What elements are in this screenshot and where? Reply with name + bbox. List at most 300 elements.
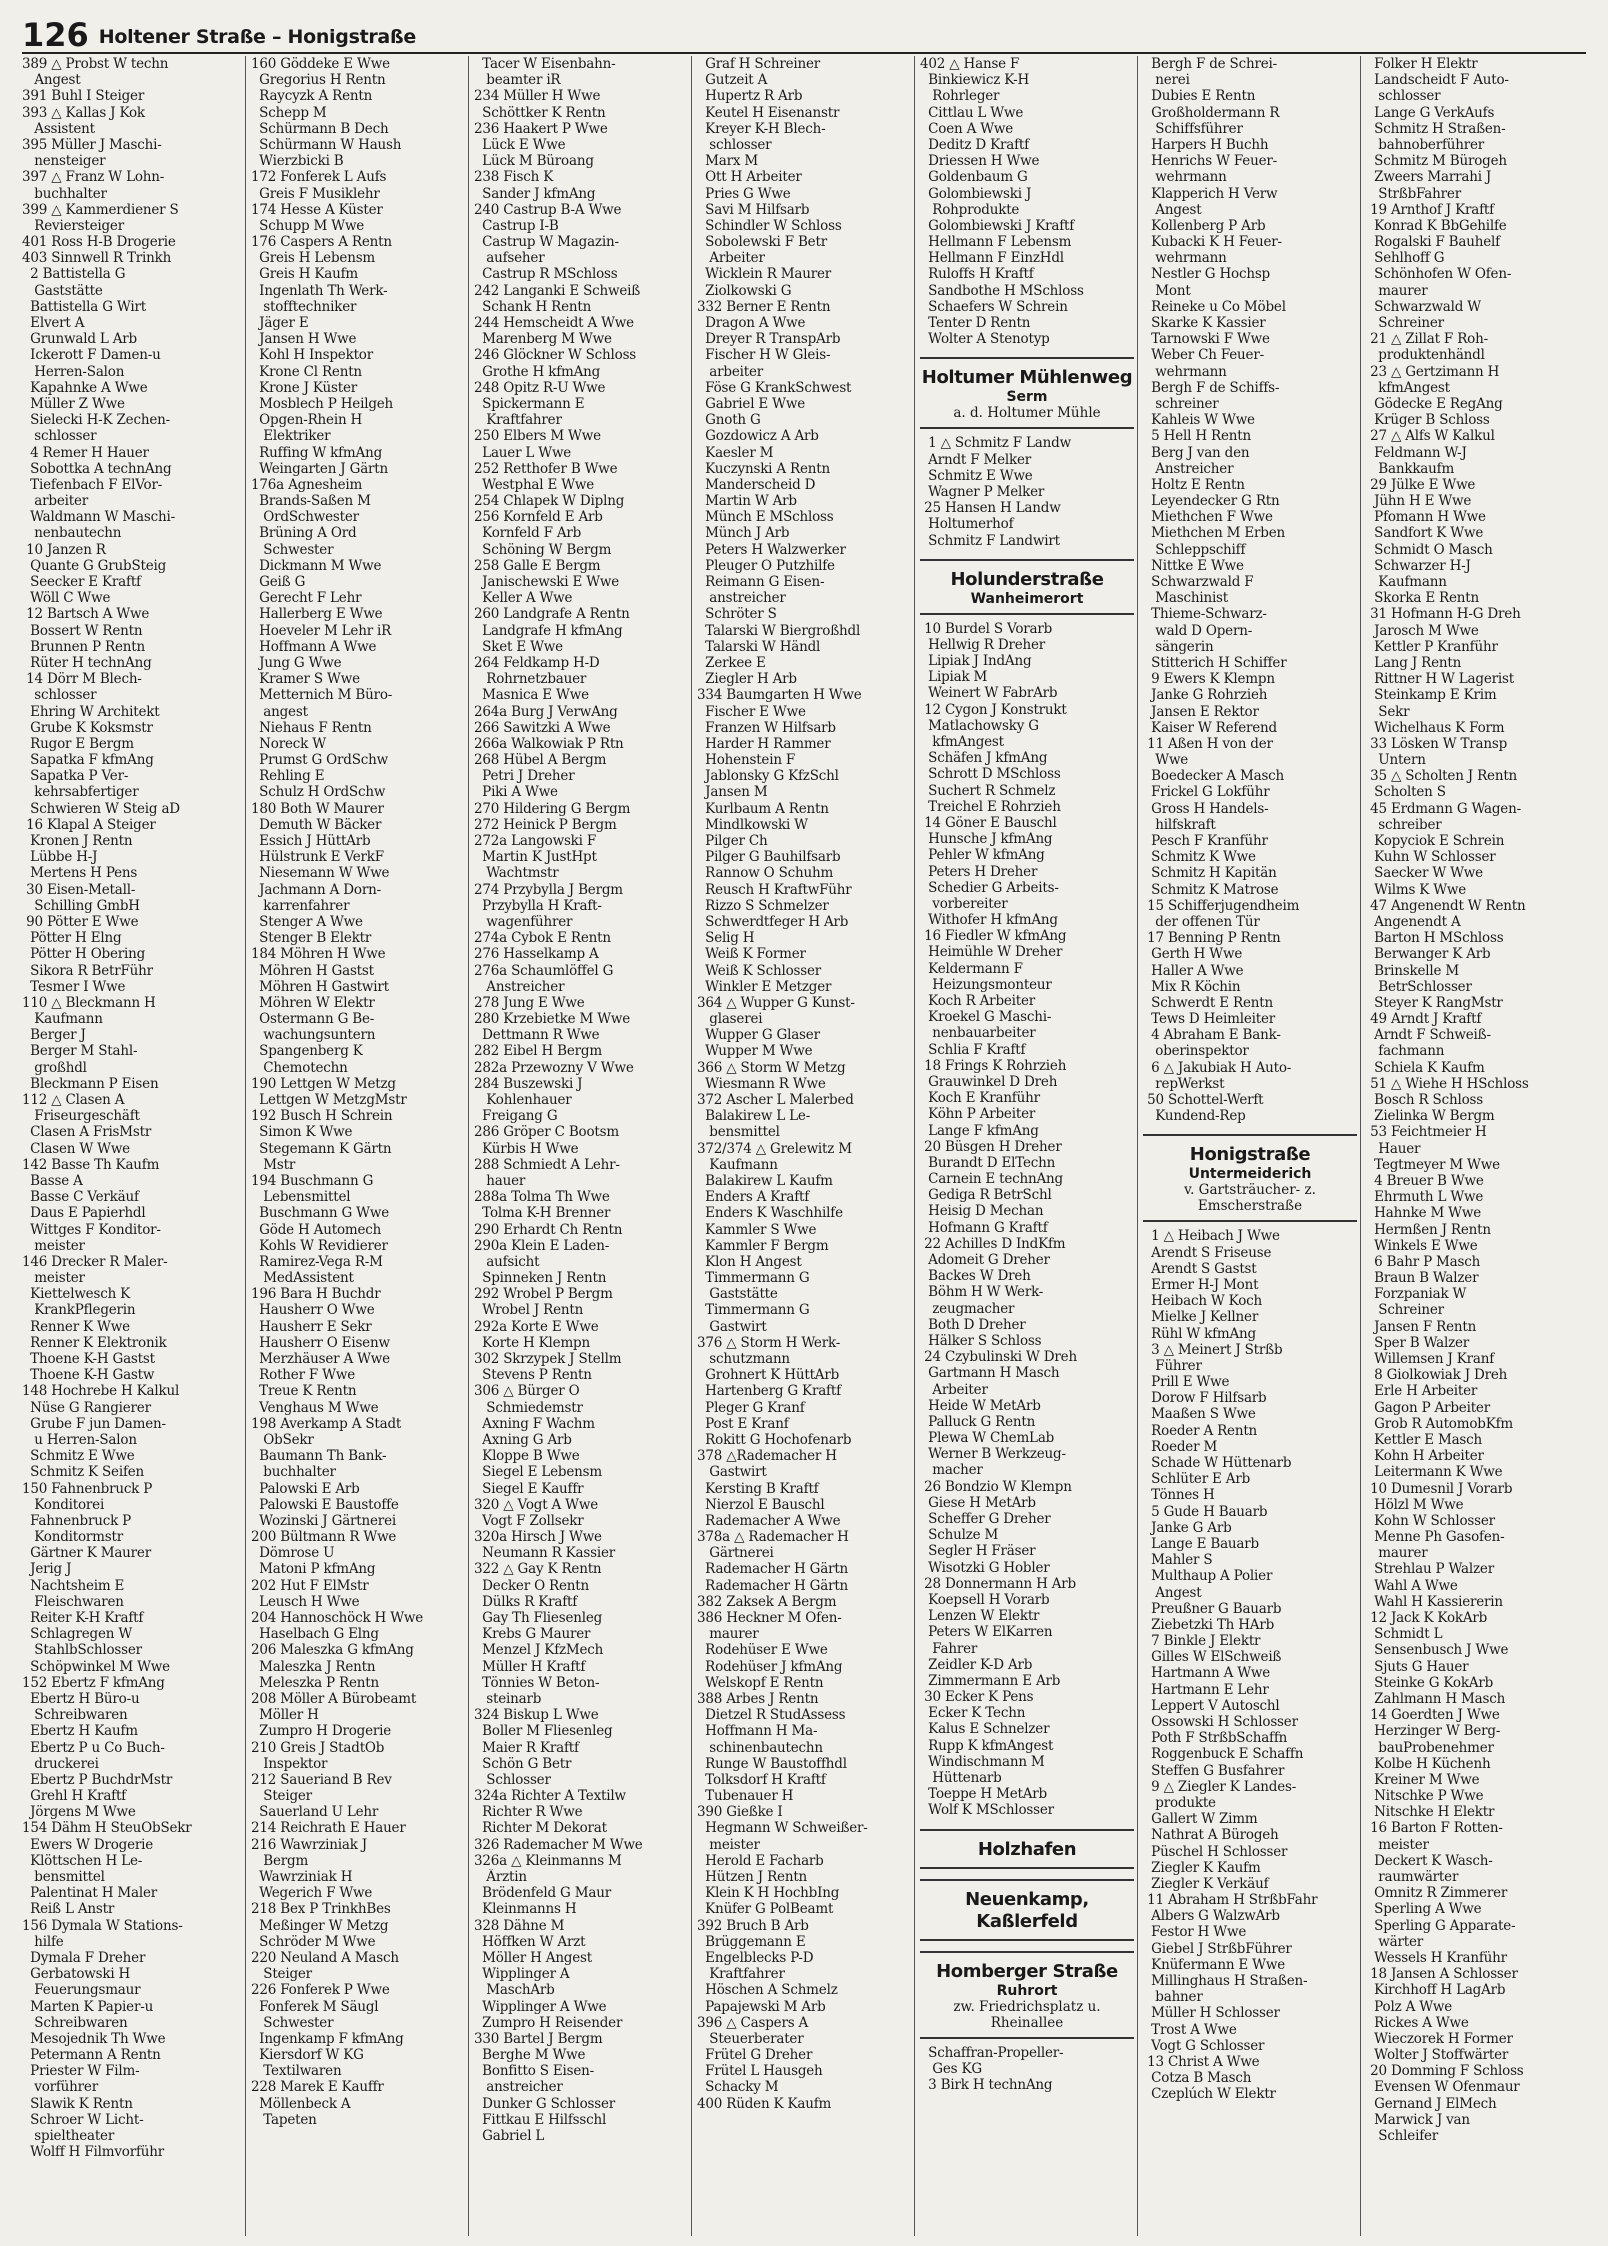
directory-entry: Opgen-Rhein H xyxy=(251,412,363,429)
directory-entry: aufsicht xyxy=(474,1253,540,1270)
directory-entry: Lauer L Wwe xyxy=(474,444,572,461)
directory-entry: 391 Buhl I Steiger xyxy=(22,88,145,105)
column-6 xyxy=(1137,56,1360,2236)
directory-entry: Schlagregen W xyxy=(22,1626,133,1643)
street-heading xyxy=(920,357,1134,429)
directory-entry: Post E Kranf xyxy=(697,1415,789,1432)
directory-entry: Franzen W Hilfsarb xyxy=(697,719,836,736)
directory-entry: nensteiger xyxy=(22,153,106,170)
directory-entry: Stevens P Rentn xyxy=(474,1367,592,1384)
directory-entry: Keller A Wwe xyxy=(474,590,573,607)
directory-entry: 266a Walkowiak P Rtn xyxy=(474,735,624,752)
entry-list xyxy=(22,56,242,2160)
directory-entry: Hüttenarb xyxy=(920,1770,1002,1786)
directory-entry: Sobottka A technAng xyxy=(22,460,172,477)
directory-entry: Erle H Arbeiter xyxy=(1366,1383,1478,1400)
directory-entry: Basse C Verkäuf xyxy=(22,1189,139,1206)
directory-entry: 53 Feichtmeier H xyxy=(1366,1124,1487,1141)
directory-entry: Böhm H W Werk- xyxy=(920,1284,1044,1301)
directory-entry: 9 Ewers K Klempn xyxy=(1143,671,1275,688)
directory-entry: Arndt F Schweiß- xyxy=(1366,1027,1491,1044)
directory-entry: Essich J HüttArb xyxy=(251,833,371,849)
directory-entry: angest xyxy=(251,703,308,720)
directory-entry: 10 Dumesnil J Vorarb xyxy=(1366,1480,1513,1497)
directory-entry: druckerei xyxy=(22,1755,99,1772)
directory-entry: Kolbe H Küchenh xyxy=(1366,1755,1491,1772)
directory-entry: 50 Schottel-Werft xyxy=(1143,1092,1264,1108)
directory-entry: Holtumerhof xyxy=(920,516,1014,533)
directory-entry: Axning G Arb xyxy=(474,1431,572,1448)
directory-entry: Sandfort K Wwe xyxy=(1366,525,1484,542)
directory-entry: Rupp K kfmAngest xyxy=(920,1737,1054,1754)
directory-entry: Schürmann W Haush xyxy=(251,136,402,153)
directory-entry: Koepsell H Vorarb xyxy=(920,1591,1050,1608)
directory-entry: Dietzel R StudAssess xyxy=(697,1707,846,1724)
directory-entry: Nittke E Wwe xyxy=(1143,557,1244,574)
directory-entry: 403 Sinnwell R Trinkh xyxy=(22,250,172,267)
directory-entry: Schmitz M Bürogeh xyxy=(1366,153,1507,170)
directory-entry: Hupertz R Arb xyxy=(697,88,803,105)
directory-entry: Henrichs W Feuer- xyxy=(1143,153,1277,170)
directory-entry: Lipiak J IndAng xyxy=(920,653,1032,670)
directory-entry: Wupper G Glaser xyxy=(697,1027,820,1044)
directory-entry: Wolter A Stenotyp xyxy=(920,331,1050,348)
directory-entry: Palowski E Baustoffe xyxy=(251,1496,399,1513)
street-section: v. Gartsträucher- z. Emscherstraße xyxy=(1184,1182,1316,1215)
directory-entry: Kammler S Wwe xyxy=(697,1221,817,1238)
directory-entry: 390 Gießke I xyxy=(697,1804,783,1821)
directory-entry: Krone Cl Rentn xyxy=(251,363,362,380)
directory-entry: Bergm xyxy=(251,1852,309,1869)
directory-entry: Kohl H Inspektor xyxy=(251,347,373,364)
directory-entry: Ott H Arbeiter xyxy=(697,169,802,186)
directory-entry: 35 △ Scholten J Rentn xyxy=(1366,768,1518,785)
directory-entry: Marten K Papier-u xyxy=(22,1998,154,2015)
directory-entry: 10 Burdel S Vorarb xyxy=(920,620,1053,637)
directory-entry: Evensen W Ofenmaur xyxy=(1366,2079,1520,2096)
directory-entry: Wegerich F Wwe xyxy=(251,1885,373,1902)
directory-entry: maurer xyxy=(1366,1545,1428,1562)
directory-entry: Dreyer R TranspArb xyxy=(697,331,841,348)
directory-entry: Wupper M Wwe xyxy=(697,1043,813,1060)
directory-entry: Pehler W kfmAng xyxy=(920,847,1045,864)
directory-entry: Schwester xyxy=(251,541,334,558)
directory-entry: 16 Fiedler W kfmAng xyxy=(920,928,1067,945)
directory-entry: 33 Lösken W Transp xyxy=(1366,735,1508,752)
directory-entry: Wwe xyxy=(1143,752,1189,769)
directory-entry: 27 △ Alfs W Kalkul xyxy=(1366,428,1495,445)
directory-entry: Maschinist xyxy=(1143,590,1229,607)
directory-entry: Hölzl M Wwe xyxy=(1366,1496,1464,1513)
directory-entry: Schaefers W Schrein xyxy=(920,298,1068,315)
district-name: Wanheimerort xyxy=(970,590,1084,607)
directory-entry: Balakirew L Kaufm xyxy=(697,1172,833,1189)
directory-entry: Gaststätte xyxy=(22,282,103,299)
directory-entry: Kettler P Kranführ xyxy=(1366,638,1498,655)
directory-entry: 320a Hirsch J Wwe xyxy=(474,1529,602,1546)
directory-entry: Mindlkowski W xyxy=(697,816,808,833)
entry-list xyxy=(697,56,911,2112)
directory-entry: Weiß K Schlosser xyxy=(697,962,821,979)
directory-entry: 324 Biskup L Wwe xyxy=(474,1707,599,1724)
directory-entry: hauer xyxy=(474,1172,526,1189)
directory-entry: Ärztin xyxy=(474,1869,527,1885)
directory-entry: Gilles W ElSchweiß xyxy=(1143,1649,1282,1666)
directory-entry: Jarosch M Wwe xyxy=(1366,622,1479,639)
directory-entry: Schacky M xyxy=(697,2079,779,2096)
directory-entry: Wawrziniak H xyxy=(251,1869,353,1885)
directory-entry: Großholdermann R xyxy=(1143,104,1280,121)
directory-entry: Kronen J Rentn xyxy=(22,833,133,849)
directory-entry: Möller H Angest xyxy=(474,1949,592,1966)
directory-entry: Willemsen J Kranf xyxy=(1366,1351,1495,1367)
directory-entry: Kraftfahrer xyxy=(474,412,562,429)
directory-entry: Köhn P Arbeiter xyxy=(920,1106,1036,1123)
directory-entry: Jansen H Wwe xyxy=(251,331,357,348)
directory-entry: Rademacher H Gärtn xyxy=(697,1577,849,1594)
directory-entry: Schwester xyxy=(251,2014,334,2031)
directory-entry: Rühl W kfmAng xyxy=(1143,1325,1256,1342)
directory-entry: Nestler G Hochsp xyxy=(1143,266,1270,283)
directory-entry: 30 Ecker K Pens xyxy=(920,1689,1034,1706)
directory-entry: Schank H Rentn xyxy=(474,298,592,315)
directory-entry: Ewers W Drogerie xyxy=(22,1836,154,1853)
directory-entry: 184 Möhren H Wwe xyxy=(251,946,386,963)
directory-entry: Schröter S xyxy=(697,606,777,623)
directory-entry: 10 Janzen R xyxy=(22,541,106,558)
directory-entry: 212 Saueriand B Rev xyxy=(251,1771,392,1788)
directory-entry: Gastwirt xyxy=(697,1464,767,1481)
directory-entry: 13 Christ A Wwe xyxy=(1143,2053,1260,2070)
directory-entry: Gartmann H Masch xyxy=(920,1365,1060,1382)
directory-entry: wachungsuntern xyxy=(251,1027,376,1044)
directory-entry: Kaiser W Referend xyxy=(1143,719,1277,736)
directory-entry: bahnoberführer xyxy=(1366,136,1485,153)
directory-entry: 4 Remer H Hauer xyxy=(22,444,149,461)
directory-entry: Nierzol E Bauschl xyxy=(697,1496,825,1513)
directory-entry: Schlüter E Arb xyxy=(1143,1471,1251,1488)
directory-entry: Burandt D ElTechn xyxy=(920,1154,1056,1171)
directory-entry: Zahlmann H Masch xyxy=(1366,1690,1506,1707)
directory-entry: schutzmann xyxy=(697,1351,790,1367)
directory-entry: Winkler E Metzger xyxy=(697,978,832,995)
directory-entry: Roeder M xyxy=(1143,1438,1218,1455)
directory-entry: Hoffmann H Ma- xyxy=(697,1723,818,1740)
directory-entry: Martin K JustHpt xyxy=(474,849,597,866)
directory-entry: KrankPflegerin xyxy=(22,1302,136,1319)
directory-entry: Segler H Fräser xyxy=(920,1543,1036,1560)
directory-entry: Kroekel G Maschi- xyxy=(920,1009,1052,1026)
directory-entry: Wachtmstr xyxy=(474,865,559,882)
directory-entry: Wozinski J Gärtnerei xyxy=(251,1512,396,1529)
street-name: Holunderstraße xyxy=(950,568,1104,590)
directory-entry: wagenführer xyxy=(474,913,573,930)
directory-entry: Ebertz H Kaufm xyxy=(22,1723,138,1740)
directory-entry: Heisig D Mechan xyxy=(920,1203,1044,1220)
directory-entry: 226 Fonferek P Wwe xyxy=(251,1982,390,1999)
directory-entry: Föse G KrankSchwest xyxy=(697,379,852,396)
directory-entry: Cittlau L Wwe xyxy=(920,104,1024,121)
entry-list xyxy=(920,2045,1134,2094)
directory-entry: Basse A xyxy=(22,1172,83,1189)
directory-entry: Miethchen F Wwe xyxy=(1143,509,1273,526)
street-name: Holzhafen xyxy=(977,1838,1077,1860)
directory-entry: nerei xyxy=(1143,72,1190,89)
directory-entry: Vogt F Zollsekr xyxy=(474,1512,584,1529)
directory-entry: Koch E Kranführ xyxy=(920,1090,1040,1107)
directory-entry: Demuth W Bäcker xyxy=(251,816,382,833)
directory-entry: Gnoth G xyxy=(697,412,761,429)
directory-entry: Reiter K-H Kraftf xyxy=(22,1610,144,1626)
directory-entry: Schade W Hüttenarb xyxy=(1143,1455,1292,1471)
directory-entry: 260 Landgrafe A Rentn xyxy=(474,606,630,623)
directory-entry: Grothe H kfmAng xyxy=(474,363,601,380)
directory-entry: Deditz D Kraftf xyxy=(920,136,1029,153)
directory-entry: fachmann xyxy=(1366,1043,1445,1060)
directory-entry: Berg J van den xyxy=(1143,444,1250,461)
directory-entry: Lange G VerkAufs xyxy=(1366,104,1495,121)
directory-entry: arbeiter xyxy=(22,493,88,510)
directory-entry: Palowski E Arb xyxy=(251,1480,360,1497)
directory-entry: Enders K Waschhilfe xyxy=(697,1205,843,1222)
directory-entry: Rohprodukte xyxy=(920,201,1020,218)
directory-entry: Kürbis H Wwe xyxy=(474,1140,579,1157)
directory-entry: Dülks R Kraftf xyxy=(474,1593,578,1610)
directory-entry: Korte H Klempn xyxy=(474,1334,590,1351)
directory-entry: Hofmann G Kraftf xyxy=(920,1219,1048,1236)
directory-entry: Gerbatowski H xyxy=(22,1966,131,1983)
directory-entry: Kohn H Arbeiter xyxy=(1366,1448,1484,1465)
directory-entry: Sauerland U Lehr xyxy=(251,1804,379,1821)
directory-entry: 264a Burg J VerwAng xyxy=(474,703,618,720)
directory-entry: MedAssistent xyxy=(251,1270,354,1287)
directory-entry: Angest xyxy=(1143,1584,1202,1601)
directory-entry: Castrup R MSchloss xyxy=(474,266,618,283)
directory-entry: Tubenauer H xyxy=(697,1788,794,1805)
directory-entry: Zumpro H Reisender xyxy=(474,2014,623,2031)
directory-entry: Renner K Wwe xyxy=(22,1318,130,1335)
directory-entry: Wolf K MSchlosser xyxy=(920,1802,1054,1819)
directory-entry: Kettler E Masch xyxy=(1366,1431,1482,1448)
directory-entry: 49 Arndt J Kraftf xyxy=(1366,1011,1482,1028)
directory-entry: Richter M Dekorat xyxy=(474,1820,607,1837)
directory-entry: Schmitz K Matrose xyxy=(1143,881,1279,898)
directory-entry: 206 Maleszka G kfmAng xyxy=(251,1642,414,1659)
page-number: 126 xyxy=(22,16,89,54)
directory-entry: Manderscheid D xyxy=(697,476,816,493)
directory-entry: Berwanger K Arb xyxy=(1366,946,1491,963)
directory-entry: Tolksdorf H Kraftf xyxy=(697,1771,826,1788)
directory-entry: Kurlbaum A Rentn xyxy=(697,800,829,817)
directory-entry: Wicklein R Maurer xyxy=(697,266,832,283)
directory-entry: wehrmann xyxy=(1143,363,1227,380)
directory-entry: 320 △ Vogt A Wwe xyxy=(474,1496,598,1513)
directory-entry: Brinskelle M xyxy=(1366,962,1460,979)
directory-entry: Backes W Dreh xyxy=(920,1268,1031,1285)
directory-entry: Schiela K Kaufm xyxy=(1366,1059,1485,1076)
directory-entry: Gärtnerei xyxy=(697,1545,774,1562)
directory-entry: 324a Richter A Textilw xyxy=(474,1788,626,1805)
directory-entry: Schmidt O Masch xyxy=(1366,541,1493,558)
directory-entry: OrdSchwester xyxy=(251,509,359,526)
directory-entry: Schaffran-Propeller- xyxy=(920,2044,1064,2061)
directory-entry: Heide W MetArb xyxy=(920,1397,1041,1414)
directory-entry: Noreck W xyxy=(251,735,326,752)
directory-entry: Masnica E Wwe xyxy=(474,687,589,704)
directory-entry: Schindler W Schloss xyxy=(697,217,842,234)
directory-entry: wärter xyxy=(1366,1933,1423,1950)
directory-entry: Berger J xyxy=(22,1027,86,1044)
directory-entry: StahlbSchlosser xyxy=(22,1642,142,1659)
directory-entry: 180 Both W Maurer xyxy=(251,800,384,817)
directory-entry: 172 Fonferek L Aufs xyxy=(251,169,387,186)
directory-entry: Stitterich H Schiffer xyxy=(1143,654,1287,671)
directory-entry: Greis H Lebensm xyxy=(251,250,376,267)
directory-entry: Dunker G Schlosser xyxy=(474,2095,616,2112)
directory-entry: Kloppe B Wwe xyxy=(474,1448,580,1465)
directory-entry: 14 Goerdten J Wwe xyxy=(1366,1707,1500,1724)
directory-entry: Goldenbaum G xyxy=(920,169,1028,186)
directory-entry: Ossowski H Schlosser xyxy=(1143,1714,1298,1730)
directory-entry: BetrSchlosser xyxy=(1366,978,1472,995)
directory-entry: Cotza B Masch xyxy=(1143,2070,1252,2087)
directory-entry: Ehrmuth L Wwe xyxy=(1366,1189,1484,1206)
directory-entry: Nitschke H Elektr xyxy=(1366,1804,1495,1821)
directory-entry: 22 Achilles D IndKfm xyxy=(920,1235,1066,1252)
directory-entry: 28 Donnermann H Arb xyxy=(920,1575,1076,1592)
directory-entry: Kiettelwesch K xyxy=(22,1286,131,1303)
directory-entry: Rannow O Schuhm xyxy=(697,865,834,882)
directory-entry: Zielinka W Bergm xyxy=(1366,1108,1495,1125)
directory-entry: 1 △ Heibach J Wwe xyxy=(1143,1228,1280,1245)
directory-entry: Palluck G Rentn xyxy=(920,1413,1036,1430)
directory-entry: Stegemann K Gärtn xyxy=(251,1140,392,1157)
directory-entry: kehrsabfertiger xyxy=(22,784,139,801)
directory-entry: Schwerdtfeger H Arb xyxy=(697,913,849,930)
directory-entry: Feldmann W-J xyxy=(1366,444,1467,461)
directory-entry: Schiffsführer xyxy=(1143,120,1243,137)
directory-entry: Hälker S Schloss xyxy=(920,1332,1042,1349)
directory-entry: Deckert K Wasch- xyxy=(1366,1852,1493,1869)
directory-entry: Skorka E Rentn xyxy=(1366,590,1480,607)
directory-entry: Kollenberg P Arb xyxy=(1143,217,1266,234)
directory-entry: 378a △ Rademacher H xyxy=(697,1529,849,1546)
directory-entry: Kraftfahrer xyxy=(697,1966,785,1983)
directory-entry: Lipiak M xyxy=(920,669,988,686)
directory-entry: 51 △ Wiehe H HSchloss xyxy=(1366,1075,1529,1092)
directory-entry: 12 Cygon J Konstrukt xyxy=(920,701,1067,718)
directory-entry: Fischer H W Gleis- xyxy=(697,347,831,364)
directory-entry: Schreibwaren xyxy=(22,1707,128,1724)
directory-entry: Pleger G Kranf xyxy=(697,1399,805,1416)
street-section: a. d. Holtumer Mühle xyxy=(953,405,1101,422)
directory-entry: 240 Castrup B-A Wwe xyxy=(474,201,622,218)
directory-entry: Gaststätte xyxy=(697,1286,778,1303)
directory-entry: 11 Aßen H von der xyxy=(1143,735,1273,752)
directory-entry: Janke G Rohrzieh xyxy=(1143,687,1268,704)
directory-entry: Krebs G Maurer xyxy=(474,1626,591,1643)
directory-entry: Kiersdorf W KG xyxy=(251,2047,364,2064)
directory-entry: Kalus E Schnelzer xyxy=(920,1721,1050,1738)
directory-entry: Priester W Film- xyxy=(22,2063,140,2080)
directory-entry: Sandbothe H MSchloss xyxy=(920,282,1084,299)
directory-entry: Schlia F Kraftf xyxy=(920,1041,1026,1058)
directory-entry: Ickerott F Damen-u xyxy=(22,347,161,364)
directory-entry: Krone J Küster xyxy=(251,379,358,396)
directory-entry: Wierzbicki B xyxy=(251,153,344,170)
directory-entry: Poth F StrßbSchaffn xyxy=(1143,1730,1288,1747)
entry-list xyxy=(1366,56,1580,2144)
directory-entry: 372 Ascher L Malerbed xyxy=(697,1092,854,1108)
directory-entry: Schmitz H Straßen- xyxy=(1366,120,1506,137)
directory-entry: Wolter J Stoffwärter xyxy=(1366,2047,1509,2064)
directory-entry: Gallert W Zimm xyxy=(1143,1811,1258,1828)
directory-entry: schlosser xyxy=(1366,88,1441,105)
directory-entry: 146 Drecker R Maler- xyxy=(22,1253,168,1270)
directory-entry: Golombiewski J xyxy=(920,185,1032,202)
directory-entry: Kaufmann xyxy=(697,1156,778,1173)
directory-entry: Polz A Wwe xyxy=(1366,1998,1453,2015)
directory-entry: Pfomann H Wwe xyxy=(1366,509,1486,526)
directory-entry: Lange F kfmAng xyxy=(920,1122,1039,1139)
directory-entry: Schöpwinkel M Wwe xyxy=(22,1658,170,1675)
directory-entry: Mahler S xyxy=(1143,1552,1213,1569)
column-3 xyxy=(468,56,691,2236)
directory-entry: Ziegler H Arb xyxy=(697,671,797,688)
directory-entry: Welskopf E Rentn xyxy=(697,1674,824,1691)
directory-entry: schlosser xyxy=(22,687,97,704)
directory-entry: Ingenlath Th Werk- xyxy=(251,282,388,299)
directory-entry: Jung G Wwe xyxy=(251,654,342,671)
directory-entry: Pleuger O Putzhilfe xyxy=(697,557,835,574)
directory-entry: Hermßen J Rentn xyxy=(1366,1221,1491,1238)
directory-entry: 388 Arbes J Rentn xyxy=(697,1690,819,1707)
directory-entry: Fonferek M Säugl xyxy=(251,1998,379,2015)
directory-entry: Möhren H Gastst xyxy=(251,962,374,979)
directory-entry: 156 Dymala W Stations- xyxy=(22,1917,183,1934)
directory-entry: 5 Hell H Rentn xyxy=(1143,428,1251,445)
directory-entry: Heimühle W Dreher xyxy=(920,944,1063,961)
directory-entry: Hülstrunk E VerkF xyxy=(251,849,384,866)
directory-entry: 280 Krzebietke M Wwe xyxy=(474,1011,631,1028)
directory-entry: Gabriel L xyxy=(474,2128,545,2144)
directory-entry: Klöttschen H Le- xyxy=(22,1852,143,1869)
directory-entry: Hegmann W Schweißer- xyxy=(697,1820,868,1837)
directory-entry: 12 Jack K KokArb xyxy=(1366,1610,1488,1626)
directory-entry: Ziolkowski G xyxy=(697,282,792,299)
directory-entry: u Herren-Salon xyxy=(22,1431,137,1448)
directory-entry: Brödenfeld G Maur xyxy=(474,1885,611,1902)
directory-entry: Schrott D MSchloss xyxy=(920,766,1061,783)
directory-entry: Janischewski E Wwe xyxy=(474,574,620,590)
directory-entry: Rodehüser J kfmAng xyxy=(697,1658,843,1675)
directory-entry: Waldmann W Maschi- xyxy=(22,509,175,526)
directory-entry: vorführer xyxy=(22,2079,98,2096)
directory-entry: Lang J Rentn xyxy=(1366,654,1462,671)
directory-entry: Schmitz H Kapitän xyxy=(1143,865,1277,882)
directory-entry: 397 △ Franz W Lohn- xyxy=(22,169,165,186)
directory-entry: Bosch R Schloss xyxy=(1366,1092,1483,1108)
directory-entry: Möllenbeck A xyxy=(251,2095,351,2112)
directory-entry: Zeidler K-D Arb xyxy=(920,1656,1033,1673)
directory-entry: Tönnies W Beton- xyxy=(474,1674,600,1691)
directory-entry: Jansen E Rektor xyxy=(1143,703,1259,720)
directory-entry: 282a Przewozny V Wwe xyxy=(474,1059,634,1076)
directory-entry: raumwärter xyxy=(1366,1869,1459,1885)
directory-entry: Sapatka P Ver- xyxy=(22,768,129,785)
directory-entry: Ges KG xyxy=(920,2060,982,2077)
directory-entry: Wittges F Konditor- xyxy=(22,1221,161,1238)
